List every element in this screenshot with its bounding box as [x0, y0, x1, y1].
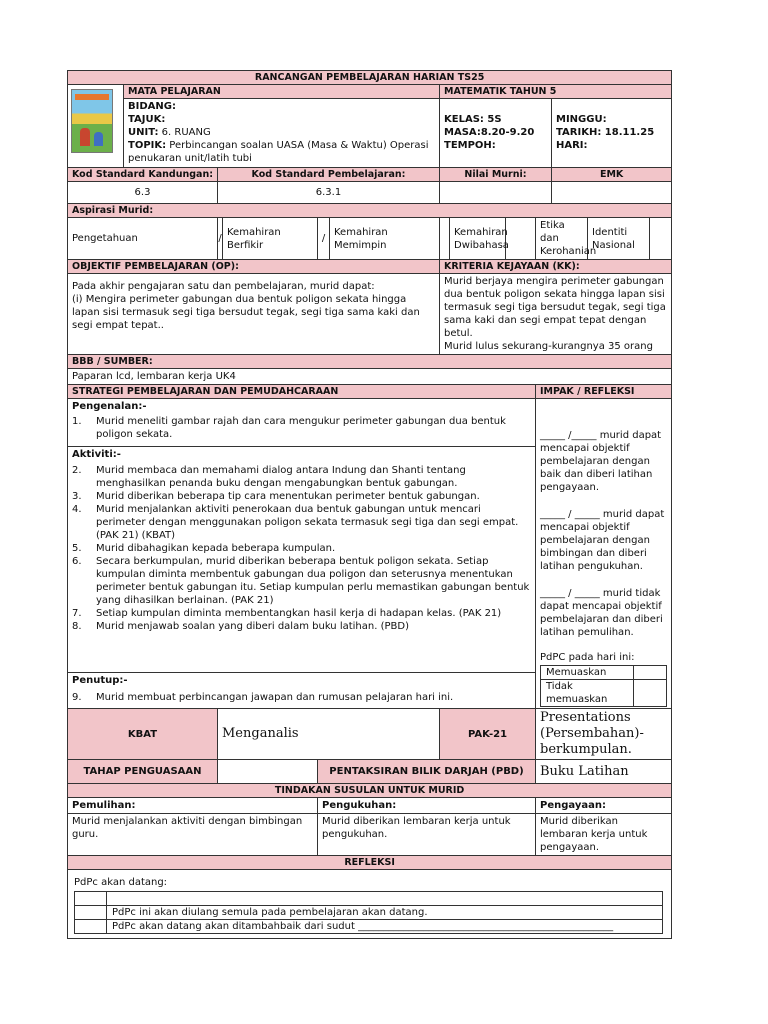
aspirasi-check-2: / — [318, 218, 330, 260]
aspirasi-kemahiran-dwibahasa: Kemahiran Dwibahasa — [450, 218, 506, 260]
strategi-label: STRATEGI PEMBELAJARAN DAN PEMUDAHCARAAN — [68, 385, 536, 399]
pak21-value: Presentations (Persembahan)-berkumpulan. — [536, 709, 672, 760]
impak-reflection-2: _____ / _____ murid dapat mencapai objektif pembelajaran dengan bimbingan dan diberi latihan pengukuhan. — [540, 509, 665, 572]
impak-refleksi — [536, 399, 672, 709]
aspirasi-label: Aspirasi Murid: — [68, 204, 672, 218]
impak-reflection-1: _____ /_____ murid dapat mencapai objektif pembelajaran dengan baik dan diberi latihan pengayaan. — [540, 430, 662, 493]
aspirasi-check-3 — [440, 218, 450, 260]
memuaskan-label: Memuaskan — [541, 666, 634, 680]
topic-info — [124, 99, 440, 168]
lesson-plan-table — [67, 70, 672, 939]
tahap-penguasaan-value — [218, 760, 318, 784]
impak-label: IMPAK / REFLEKSI — [536, 385, 672, 399]
list-item: 9. Murid membuat perbincangan jawapan dan rumusan pelajaran hari ini. — [72, 692, 454, 704]
aktiviti-section — [68, 446, 536, 673]
penutup-section — [68, 673, 536, 709]
emk-value — [552, 182, 672, 204]
refleksi-option-2: PdPc akan datang akan ditambahbaik dari sudut ___________________________________________________ — [107, 920, 663, 934]
objektif-label: OBJEKTIF PEMBELAJARAN (OP): — [68, 260, 440, 274]
bbb-value: Paparan lcd, lembaran kerja UK4 — [68, 369, 672, 385]
ksp-value: 6.3.1 — [218, 182, 440, 204]
list-item: 7. Setiap kumpulan diminta membentangkan hasil kerja di hadapan kelas. (PAK 21) — [72, 607, 502, 619]
objektif-item: (i) Mengira perimeter gabungan dua bentuk poligon sekata hingga lapan sisi termasuk segi tiga bersudut tegak, segi tiga sama kaki dan segi empat tepat.. — [72, 294, 420, 331]
ksk-label: Kod Standard Kandungan: — [68, 168, 218, 182]
kriteria-text — [440, 274, 672, 355]
tahap-penguasaan-label: TAHAP PENGUASAAN — [68, 760, 218, 784]
aspirasi-check-1: / — [218, 218, 223, 260]
nilai-murni-label: Nilai Murni: — [440, 168, 552, 182]
impak-reflection-3: _____ / _____ murid tidak dapat mencapai objektif pembelajaran dan diberi latihan pemulihan. — [540, 588, 663, 638]
aspirasi-pengetahuan: Pengetahuan — [68, 218, 218, 260]
penutup-label: Penutup:- — [72, 675, 128, 687]
pbd-value: Buku Latihan — [536, 760, 672, 784]
objektif-intro: Pada akhir pengajaran satu dan pembelajaran, murid dapat: — [72, 281, 375, 292]
objektif-text — [68, 274, 440, 355]
masa-field: MASA:8.20-9.20 — [444, 127, 535, 138]
pdpc-akan-datang-label: PdPc akan datang: — [74, 877, 168, 888]
class-info — [440, 99, 552, 168]
lesson-plan-sheet — [67, 70, 671, 939]
pbd-label: PENTAKSIRAN BILIK DARJAH (PBD) — [318, 760, 536, 784]
tidak-memuaskan-label: Tidak memuaskan — [541, 680, 634, 707]
kbat-label: KBAT — [68, 709, 218, 760]
list-item: 8. Murid menjawab soalan yang diberi dalam buku latihan. (PBD) — [72, 620, 409, 632]
pengayaan-label: Pengayaan: — [536, 798, 672, 814]
plan-title: RANCANGAN PEMBELAJARAN HARIAN TS25 — [68, 71, 672, 85]
list-item: 5. Murid dibahagikan kepada beberapa kumpulan. — [72, 542, 336, 554]
bidang-label: BIDANG: — [128, 101, 176, 112]
pemulihan-label: Pemulihan: — [68, 798, 318, 814]
list-item: 2. Murid membaca dan memahami dialog antara Indung dan Shanti tentang menghasilkan penanda buku dengan mengabungkan bentuk gabungan. — [72, 464, 466, 489]
pengenalan-section — [68, 399, 536, 447]
pdpc-hari-ini-label: PdPC pada hari ini: — [540, 652, 635, 663]
aspirasi-etika: Etika dan Kerohanian — [536, 218, 588, 260]
unit-value: 6. RUANG — [158, 127, 211, 138]
aspirasi-kemahiran-memimpin: Kemahiran Memimpin — [330, 218, 440, 260]
aspirasi-kemahiran-berfikir: Kemahiran Berfikir — [223, 218, 318, 260]
minggu-field: MINGGU: — [556, 114, 607, 125]
list-item: 1. Murid meneliti gambar rajah dan cara mengukur perimeter gabungan dua bentuk poligon sekata. — [72, 416, 506, 440]
pemulihan-value: Murid menjalankan aktiviti dengan bimbingan guru. — [68, 814, 318, 856]
penutup-list — [72, 691, 531, 704]
refleksi-check-2[interactable] — [75, 920, 107, 934]
textbook-cover-image — [71, 89, 113, 153]
aspirasi-identiti: Identiti Nasional — [588, 218, 650, 260]
pdpc-rating-table — [540, 665, 667, 707]
tarikh-field: TARIKH: 18.11.25 — [556, 127, 655, 138]
hari-field: HARI: — [556, 140, 588, 151]
ksp-label: Kod Standard Pembelajaran: — [218, 168, 440, 182]
topik-label: TOPIK: — [128, 140, 167, 151]
tindakan-label: TINDAKAN SUSULAN UNTUK MURID — [68, 784, 672, 798]
kbat-value: Menganalis — [218, 709, 440, 760]
refleksi-label: REFLEKSI — [68, 856, 672, 870]
refleksi-table — [74, 891, 663, 934]
tidak-memuaskan-checkbox[interactable] — [634, 680, 667, 707]
list-item: 6. Secara berkumpulan, murid diberikan beberapa bentuk poligon sekata. Setiap kumpulan diminta membentuk gabungan dua poligon dan seterusnya menentukan perimeter bentuk gabungan itu. Setiap kumpulan perlu memastikan gabungan bentuk yang dihasilkan berlainan. (PAK 21) — [72, 555, 530, 606]
ksk-value: 6.3 — [68, 182, 218, 204]
kriteria-item: Murid berjaya mengira perimeter gabungan dua bentuk poligon sekata hingga lapan sisi termasuk segi tiga bersudut tegak, segi tiga sama kaki dan segi empat tepat dengan betul. — [444, 276, 666, 339]
aspirasi-check-4 — [506, 218, 536, 260]
bbb-label: BBB / SUMBER: — [68, 355, 672, 369]
aktiviti-label: Aktiviti:- — [72, 448, 121, 460]
pengenalan-label: Pengenalan:- — [72, 401, 147, 412]
pengayaan-value: Murid diberikan lembaran kerja untuk pengayaan. — [536, 814, 672, 856]
emk-label: EMK — [552, 168, 672, 182]
pengukuhan-value: Murid diberikan lembaran kerja untuk pengukuhan. — [318, 814, 536, 856]
nilai-murni-value — [440, 182, 552, 204]
refleksi-section — [68, 870, 672, 939]
memuaskan-checkbox[interactable] — [634, 666, 667, 680]
refleksi-blank-check[interactable] — [75, 892, 107, 906]
topik-value: Perbincangan soalan UASA (Masa & Waktu) Operasi penukaran unit/latih tubi — [128, 140, 429, 164]
date-info — [552, 99, 672, 168]
mata-pelajaran-value: MATEMATIK TAHUN 5 — [440, 85, 672, 99]
list-item: 3. Murid diberikan beberapa tip cara menentukan perimeter bentuk gabungan. — [72, 490, 480, 502]
aktiviti-list — [72, 464, 531, 633]
aspirasi-check-5 — [650, 218, 672, 260]
tempoh-field: TEMPOH: — [444, 140, 496, 151]
tajuk-label: TAJUK: — [128, 114, 166, 125]
refleksi-option-1: PdPc ini akan diulang semula pada pembelajaran akan datang. — [107, 906, 663, 920]
kriteria-label: KRITERIA KEJAYAAN (KK): — [440, 260, 672, 274]
textbook-cover-cell — [68, 85, 124, 168]
refleksi-check-1[interactable] — [75, 906, 107, 920]
kriteria-target: Murid lulus sekurang-kurangnya 35 orang — [444, 341, 653, 352]
pengukuhan-label: Pengukuhan: — [318, 798, 536, 814]
refleksi-blank-row — [107, 892, 663, 906]
pak21-label: PAK-21 — [440, 709, 536, 760]
mata-pelajaran-label: MATA PELAJARAN — [124, 85, 440, 99]
pengenalan-list — [72, 415, 531, 441]
unit-label: UNIT: — [128, 127, 159, 138]
kelas-field: KELAS: 5S — [444, 114, 502, 125]
list-item: 4. Murid menjalankan aktiviti penerokaan dua bentuk gabungan untuk mencari perimeter dengan menggunakan poligon sekata termasuk segi tiga dan segi empat. (PAK 21) (KBAT) — [72, 503, 519, 541]
